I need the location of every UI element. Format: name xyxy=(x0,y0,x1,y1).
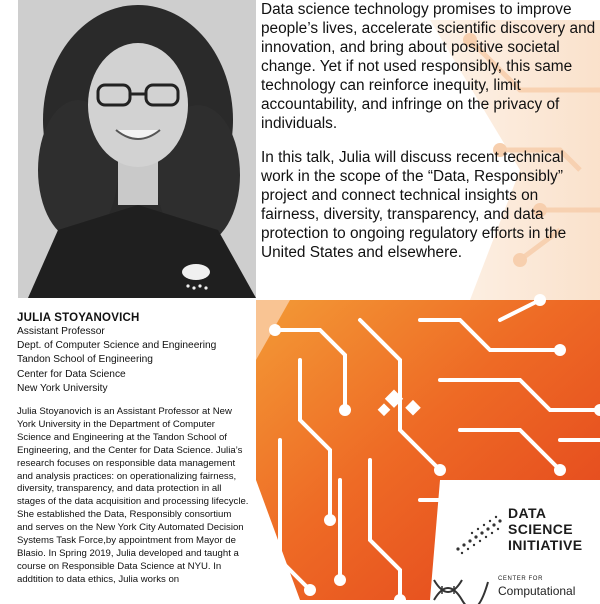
dsi-word-2: SCIENCE xyxy=(508,521,574,537)
data-science-initiative-logo xyxy=(452,505,592,560)
speaker-center: Center for Data Science xyxy=(17,368,126,380)
speaker-title: Assistant Professor xyxy=(17,326,105,337)
abstract-paragraph-2: In this talk, Julia will discuss recent technical work in the scope of the “Data, Responsibly” project and connect technical insights on fairness, diversity, transparency, and data protection to ongoing regulatory efforts in the United States and elsewhere. xyxy=(261,149,567,261)
abstract-paragraph-1: Data science technology promises to improve people’s lives, accelerate scientific discovery and innovation, and bring about positive societal change. Yet if not used responsibly, this same technology can reinforce inequity, limit accountability, and infringe on the privacy of individuals. xyxy=(261,1,596,132)
talk-abstract xyxy=(261,0,596,277)
center-computational-logo xyxy=(430,568,600,600)
helix-icon xyxy=(430,572,490,604)
speaker-photo xyxy=(18,0,256,298)
dna-dots-icon xyxy=(452,509,506,557)
ccm-big-label: Computational xyxy=(498,584,576,598)
dsi-word-3: INITIATIVE xyxy=(508,537,583,553)
speaker-dept: Dept. of Computer Science and Engineering xyxy=(17,340,217,352)
speaker-bio: Julia Stoyanovich is an Assistant Professor at New York University in the Department of Computer Science and Engineering at the Tandon School of Engineering, and the Center for Data Science. Julia’s research focuses on responsible data management and analysis practices: on operationalizing fairness, diversity, transparency, and data protection in all stages of the data acquisition and processing lifecycle. She established the Data, Responsibly consortium and serves on the New York City Automated Decision Systems Task Force,by appointment from Mayor de Blasio. In Spring 2019, Julia developed and taught a course on Responsible Data Science at NYU. In addtition to data ethics, Julia works on xyxy=(17,406,249,585)
ccm-small-label: CENTER FOR xyxy=(498,576,543,582)
speaker-name: JULIA STOYANOVICH xyxy=(17,312,140,324)
dsi-word-1: DATA xyxy=(508,505,547,521)
speaker-info xyxy=(17,311,255,396)
speaker-school: Tandon School of Engineering xyxy=(17,354,153,366)
speaker-university: New York University xyxy=(17,382,108,394)
